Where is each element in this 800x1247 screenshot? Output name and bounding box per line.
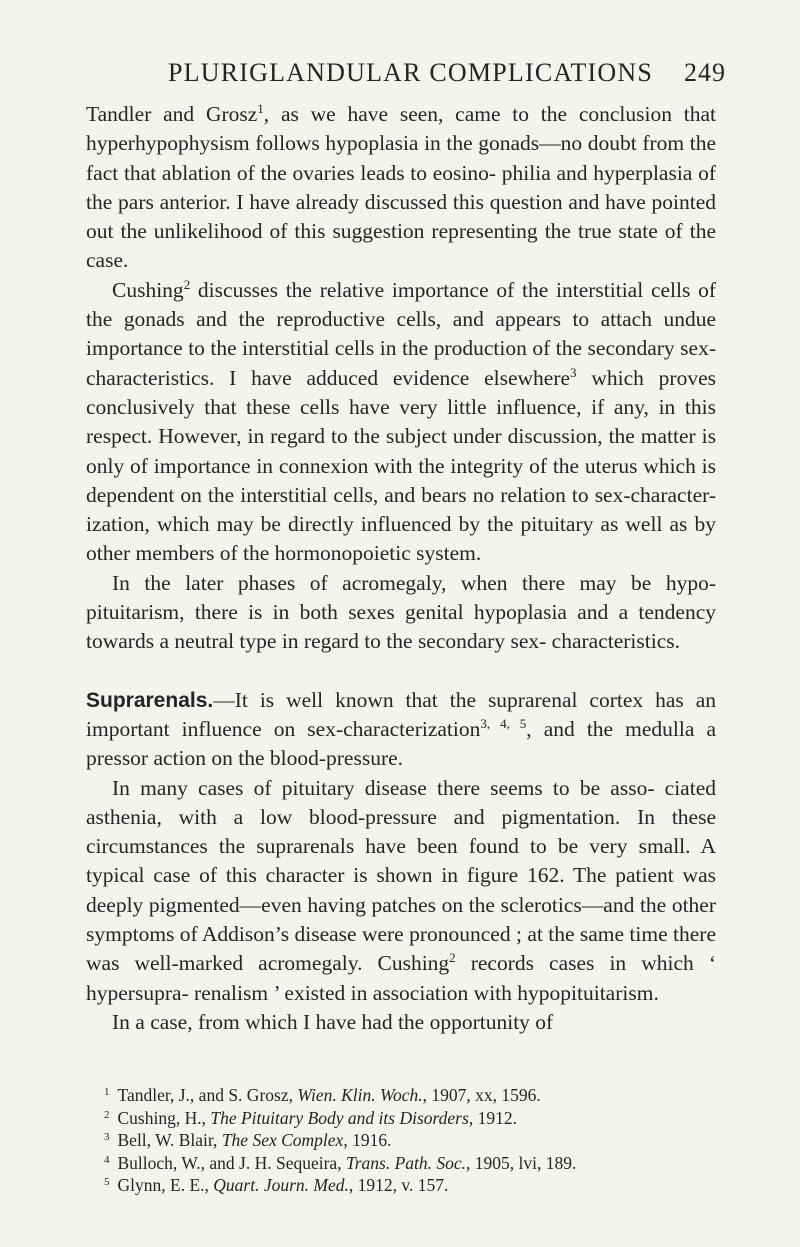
footnote-ref: 2 (449, 950, 456, 966)
footnote: $^3$ Bell, W. Blair, The Sex Complex, 1916. (104, 1130, 392, 1150)
footnote-ref: 3 (570, 364, 577, 380)
running-header (0, 58, 800, 94)
footnote-ref: 1 (257, 101, 264, 116)
running-title: PLURIGLANDULAR COMPLICATIONS (168, 58, 654, 87)
footnote: $^4$ Bulloch, W., and J. H. Sequeira, Trans. Path. Soc., 1905, lvi, 189. (104, 1152, 577, 1173)
section-heading: Suprarenals. (86, 688, 214, 712)
footnote-ref: 2 (183, 276, 191, 292)
paragraph: In a case, from which I have had the opportunity of (112, 1009, 554, 1034)
body-text (86, 100, 716, 1037)
paragraph: In the later phases of acromegaly, when there may be hypo- pituitarism, there is in both sexes genital hypoplasia and a tendency towards a neutral type in regard to the secondary sex- characteristics. (86, 570, 716, 654)
footnote: $^1$ Tandler, J., and S. Grosz, Wien. Klin. Woch., 1907, xx, 1596. (104, 1085, 541, 1105)
page-number: 249 (684, 58, 726, 87)
paragraph: Cushing$^2$ discusses the relative importance of the interstitial cells of the gonads and the reproductive cells, and appears to attach undue importance to the interstitial cells in the production of the secondary sex-characteristics. I have adduced evidence elsewhere$^3$ which proves conclusively that these cells have very little influence, if any, in this respect. However, in regard to the subject under discussion, the matter is only of importance in connexion with the integrity of the uterus which is dependent on the interstitial cells, and bears no relation to sex-character- ization, which may be directly influenced by the pituitary as well as by other members of the hormonopoietic system. (86, 276, 716, 566)
footnote-ref: 3, 4, 5 (480, 715, 527, 731)
paragraph: In many cases of pituitary disease there seems to be asso- ciated asthenia, with a low blood-pressure and pigmentation. In these circumstances the suprarenals have been found to be very small. A typical case of this character is shown in figure 162. The patient was deeply pigmented—even having patches on the sclerotics—and the other symptoms of Addison’s disease were pronounced ; at the same time there was well-marked acromegaly. Cushing$^2$ records cases in which ‘ hypersupra- renalism ’ existed in association with hypopituitarism. (86, 775, 716, 1005)
paragraph: Suprarenals.—It is well known that the suprarenal cortex has an important influence on sex-characterization$^{3, 4, 5}$, and the medulla a pressor action on the blood-pressure. (86, 687, 717, 771)
paragraph: Tandler and Grosz$^1$, as we have seen, came to the conclusion that hyperhypophysism follows hypoplasia in the gonads—no doubt from the fact that ablation of the ovaries leads to eosino- philia and hyperplasia of the pars anterior. I have already discussed this question and have pointed out the unlikelihood of this suggestion representing the true state of the case. (86, 101, 716, 273)
footnotes (104, 1084, 724, 1197)
footnote: $^5$ Glynn, E. E., Quart. Journ. Med., 1912, v. 157. (104, 1175, 449, 1195)
footnote: $^2$ Cushing, H., The Pituitary Body and its Disorders, 1912. (104, 1107, 517, 1128)
